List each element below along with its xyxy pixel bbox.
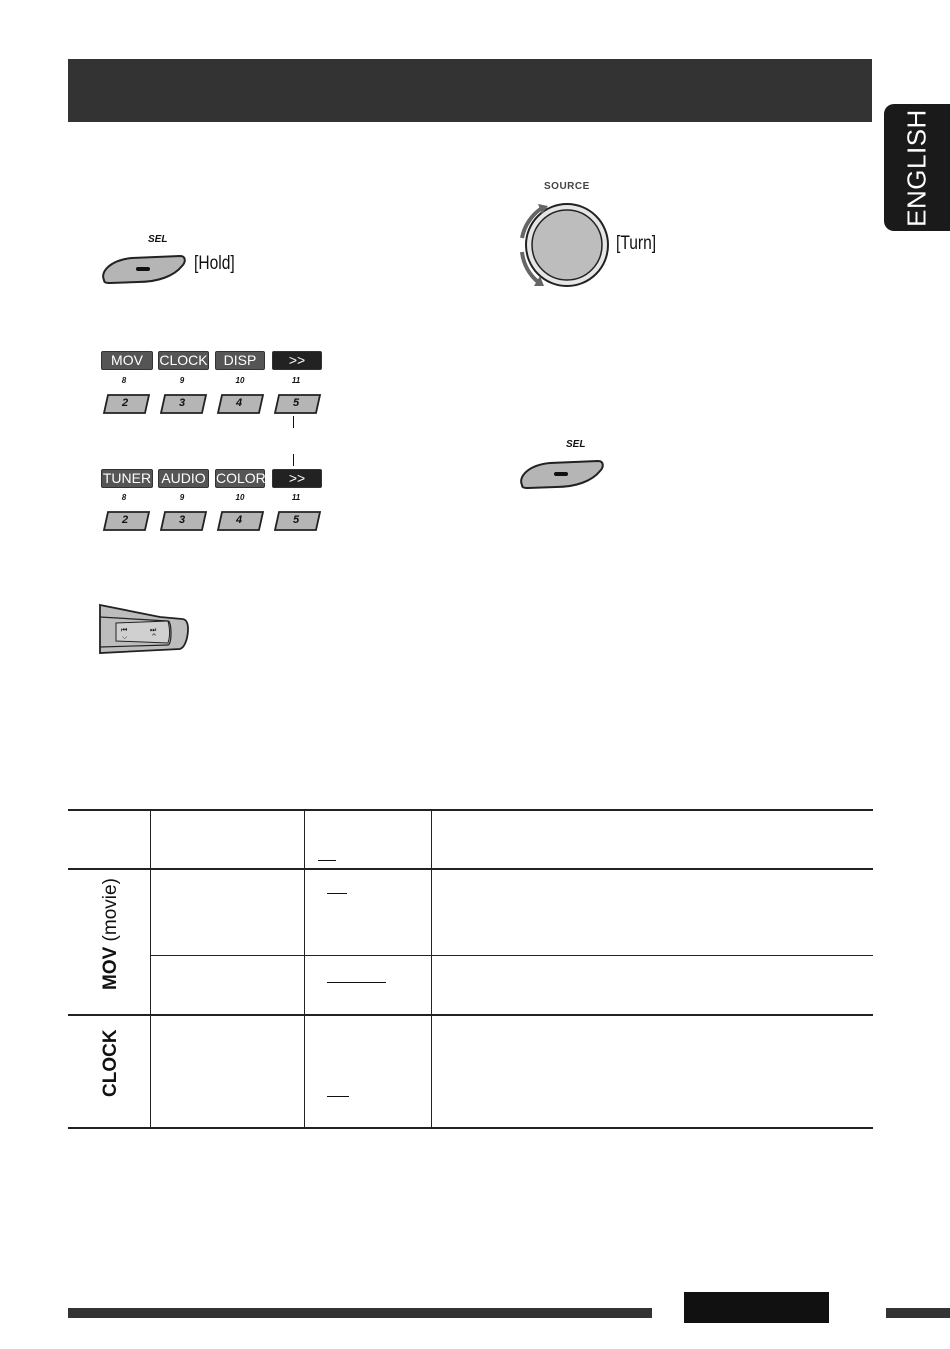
button-3-label: 3 xyxy=(178,397,186,409)
table-rule xyxy=(68,1014,873,1016)
table-rule xyxy=(150,955,873,956)
row-label-mov-light: (movie) xyxy=(100,878,121,947)
svg-text:^: ^ xyxy=(151,633,157,641)
turn-label: [Turn] xyxy=(616,233,657,254)
button-4-label: 4 xyxy=(235,514,243,526)
sel-button-icon xyxy=(516,459,606,491)
language-tab-label: ENGLISH xyxy=(901,108,932,227)
underline-mark xyxy=(327,982,386,983)
key-tag-color: COLOR xyxy=(216,470,266,486)
svg-text:⏭: ⏭ xyxy=(150,626,157,634)
table-rule xyxy=(68,809,873,811)
connector-line xyxy=(293,454,294,466)
key-tag-next: >> xyxy=(272,351,322,370)
key-number: 9 xyxy=(179,376,185,385)
underline-mark xyxy=(327,893,347,894)
button-3-label: 3 xyxy=(178,514,186,526)
footer-bar-right xyxy=(886,1308,950,1318)
button-5-label: 5 xyxy=(292,397,300,409)
row-label-mov-bold: MOV xyxy=(100,946,121,990)
key-tag-clock: CLOCK xyxy=(159,352,208,368)
key-number: 10 xyxy=(235,376,245,385)
row-label-clock: CLOCK xyxy=(100,1029,121,1097)
key-number: 8 xyxy=(121,376,127,385)
key-number: 9 xyxy=(179,493,185,502)
sel-button-label: SEL xyxy=(566,439,586,450)
button-2-label: 2 xyxy=(121,514,129,526)
table-column-divider xyxy=(150,809,151,1128)
key-tag-tuner: TUNER xyxy=(102,470,152,486)
table-rule xyxy=(68,1127,873,1129)
footer-page-box xyxy=(684,1292,829,1323)
language-tab xyxy=(884,104,950,231)
key-number: 10 xyxy=(235,493,245,502)
button-5-label: 5 xyxy=(292,514,300,526)
source-knob-label: SOURCE xyxy=(544,181,590,192)
key-tag-disp: DISP xyxy=(215,351,265,370)
key-tag-mov: MOV xyxy=(101,351,153,370)
key-number: 11 xyxy=(291,493,301,502)
table-column-divider xyxy=(431,809,432,1128)
remote-rocker-icon xyxy=(98,603,190,655)
connector-line xyxy=(293,416,294,428)
source-knob-icon xyxy=(512,198,614,294)
row-label-mov xyxy=(100,878,122,990)
sel-button-label: SEL xyxy=(148,234,168,245)
button-4-label: 4 xyxy=(235,397,243,409)
table-column-divider xyxy=(304,809,305,1128)
table-rule xyxy=(68,868,873,870)
footer-bar xyxy=(68,1308,652,1318)
key-number: 11 xyxy=(291,376,301,385)
hold-label: [Hold] xyxy=(194,253,235,274)
underline-mark xyxy=(318,860,336,861)
key-number: 8 xyxy=(121,493,127,502)
key-tag-audio: AUDIO xyxy=(158,469,209,488)
button-2-label: 2 xyxy=(121,397,129,409)
svg-text:⌵: ⌵ xyxy=(122,633,128,641)
underline-mark xyxy=(327,1096,349,1097)
header-bar xyxy=(68,59,872,122)
key-tag-next: >> xyxy=(272,469,322,488)
svg-text:⏮: ⏮ xyxy=(121,626,128,634)
sel-button-icon xyxy=(98,254,188,286)
